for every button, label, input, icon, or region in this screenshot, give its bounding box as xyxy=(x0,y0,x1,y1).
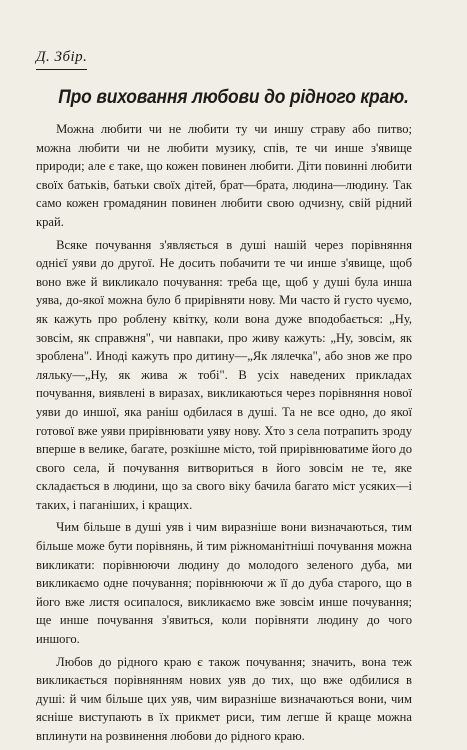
article-title: Про виховання любови до рідного краю. xyxy=(58,87,409,108)
paragraph: Любов до рідного краю є також почування; значить, вона теж викликається порівнянням нових уяв до тих, що вже одбилися в душі: й чим більше цих уяв, чим виразніше визначаються вони, чим ясніше виступають в їх прикмет риси, тим легше й краще можна вплинути на розвинення любови до рідного краю. xyxy=(36,654,412,743)
paragraph: Всяке почування з'являється в душі нашій через порівняння однієї уяви до другої. Не досить побачити те чи инше з'явище, щоб воно вже й викликало почування: треба ще, щоб у душі була инша уява, до-якої можна було б прирівняти нову. Ми часто й густо чуємо, як кажуть про роблену квітку, коли вона дуже вподобається: „Ну, зовсім, як справжня", чи навпаки, про живу кажуть: „Ну, зовсім, як зроблена". Иноді кажуть про дитину—„Як лялечка", або знов же про ляльку—„Ну, як жива ж тобі". В усіх наведених прикладах почування, виявлені в виразах, викликаються через порівняння нової уяви до иншої, яка раніш одбилася в душі. Та не все одно, до якої готової вже уяви прирівнювати уяву нову. Хто з села потрапить зроду вперше в велике, багате, розкішне місто, той прирівнюватиме його до свого села, й почування витвориться в його зовсім не те, яке складається в людини, що за свого віку бачила багато міст усяких—і таких, і паганіших, і кращих. xyxy=(36,237,412,512)
paragraph: Можна любити чи не любити ту чи иншу страву або питво; можна любити чи не любити музику, спів, те чи инше з'явище природи; але є таке, що кожен повинен любити. Діти повинні любити своїх батьків, батьки своїх дітей, брат—брата, людина—людину. Так само кожен громадянин повинен любити свою одчизну, свій рідний край. xyxy=(36,122,412,229)
article-body xyxy=(36,120,412,746)
section-label: Д. Збір. xyxy=(36,48,87,70)
paragraph: Чим більше в душі уяв і чим виразніше вони визначаються, тим більше може бути порівнянь, й тим ріжноманітніші почування можна викликати: порівнюючи людину до молодого зеленого дуба, ми викликаємо одне почування; порівнюючи ж її до дуба старого, що в його вже листя осипалося, викликаємо вже зовсім инше почування; ще инше почування з'явиться, коли порівняти людину до чого иншого. xyxy=(36,520,412,647)
